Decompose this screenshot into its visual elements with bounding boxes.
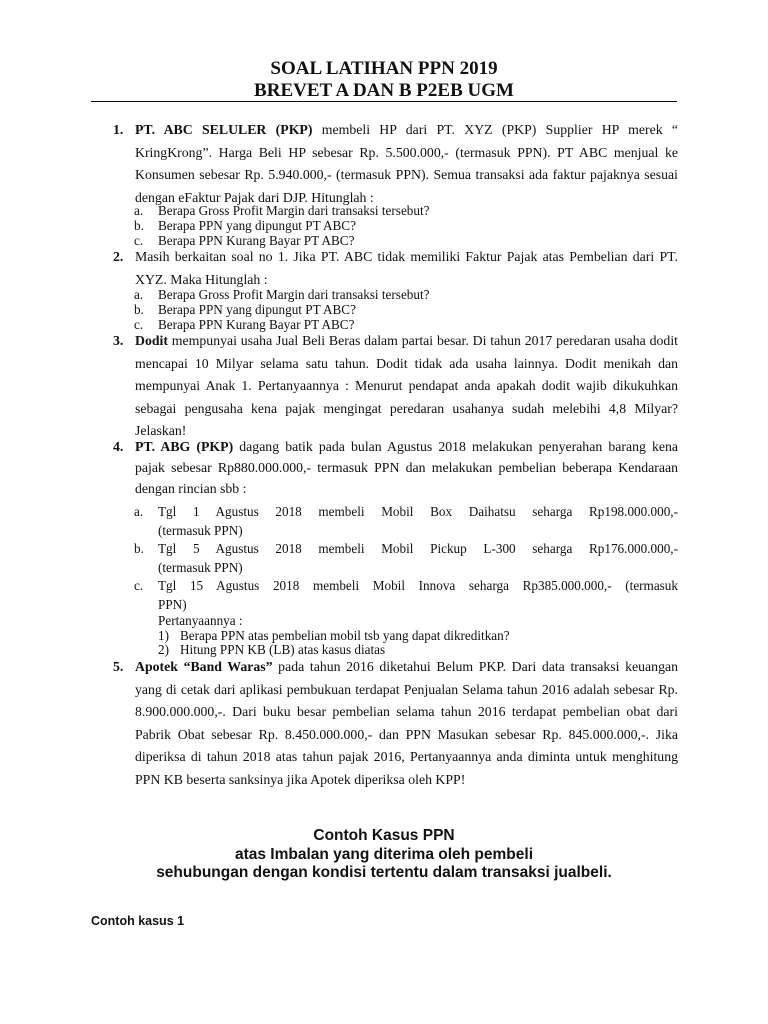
document-title: SOAL LATIHAN PPN 2019 bbox=[270, 58, 498, 79]
document-subtitle: BREVET A DAN B P2EB UGM bbox=[254, 80, 514, 101]
section-heading: Contoh Kasus PPN bbox=[313, 827, 455, 844]
question-text: pada tahun 2016 diketahui Belum PKP. Dari data transaksi keuangan yang di cetak dari aplikasi pembukuan terdapat Penjualan Selama tahun 2016 adalah sebesar Rp. 8.900.000.000,-. Dari buku besar pembelian selama tahun 2016 terdapat pembelian obat dari Pabrik Obat sebesar Rp. 8.450.000.000,- dan PPN Masukan sebesar Rp. 845.000.000,-. Jika diperiksa di tahun 2018 atas tahun pajak 2016, Pertanyaannya anda diminta untuk menghitung PPN KB beserta sanksinya jika Apotek diperiksa oleh KPP! bbox=[135, 659, 678, 787]
question-4-label: Pertanyaannya : bbox=[158, 613, 243, 628]
question-4 bbox=[113, 436, 678, 499]
question-1-item-c: c. Berapa PPN Kurang Bayar PT ABC? bbox=[134, 233, 355, 248]
question-text: dagang batik pada bulan Agustus 2018 melakukan penyerahan barang kena pajak sebesar Rp880.000.000,- termasuk PPN dan melakukan pembelian beberapa Kendaraan dengan rincian sbb : bbox=[135, 439, 679, 496]
question-number: 4. bbox=[113, 439, 124, 454]
section-heading-line3: sehubungan dengan kondisi tertentu dalam transaksi jualbeli. bbox=[156, 864, 612, 881]
question-text: mempunyai usaha Jual Beli Beras dalam partai besar. Di tahun 2017 peredaran usaha dodit mencapai 10 Milyar selama satu tahun. Dodit tidak ada usaha lainnya. Dodit menikah dan mempunyai Anak 1. Pertanyaannya : Menurut pendapat anda apakah dodit wajib dikukuhkan sebagai pengusaha kena pajak mengingat peredaran usahanya sudah melebihi 4,8 Milyar? Jelaskan! bbox=[135, 333, 678, 438]
question-text: membeli HP dari PT. XYZ (PKP) Supplier HP merek “ KringKrong”. Harga Beli HP sebesar Rp. 5.500.000,- (termasuk PPN). PT ABC menjual ke Konsumen sebesar Rp. 5.940.000,- (termasuk PPN). Semua transaksi ada faktur pajaknya sesuai dengan eFaktur Pajak dari DJP. Hitunglah : bbox=[135, 122, 678, 205]
question-number: 2. bbox=[113, 249, 124, 264]
question-number: 5. bbox=[113, 659, 124, 674]
question-text: Masih berkaitan soal no 1. Jika PT. ABC tidak memiliki Faktur Pajak atas Pembelian dari PT. XYZ. Maka Hitunglah : bbox=[135, 249, 678, 287]
question-4-sub-2: 2) Hitung PPN KB (LB) atas kasus diatas bbox=[158, 642, 386, 657]
question-subject: PT. ABG (PKP) bbox=[135, 439, 234, 454]
section-heading-line2: atas Imbalan yang diterima oleh pembeli bbox=[234, 846, 534, 863]
question-2 bbox=[113, 246, 678, 291]
question-number: 1. bbox=[113, 122, 124, 137]
question-subject: Dodit bbox=[135, 333, 168, 348]
question-4-item-a: a. Tgl 1 Agustus 2018 membeli Mobil Box Daihatsu seharga Rp198.000.000,- (termasuk PPN) bbox=[134, 504, 678, 538]
question-subject: PT. ABC SELULER (PKP) bbox=[135, 122, 313, 137]
question-3 bbox=[113, 330, 678, 443]
question-subject: Apotek “Band Waras” bbox=[135, 659, 273, 674]
question-4-item-b: b. Tgl 5 Agustus 2018 membeli Mobil Pickup L-300 seharga Rp176.000.000,- (termasuk PPN) bbox=[134, 541, 678, 575]
question-1 bbox=[113, 119, 678, 209]
question-2-item-a: a. Berapa Gross Profit Margin dari transaksi tersebut? bbox=[134, 287, 430, 302]
question-2-item-c: c. Berapa PPN Kurang Bayar PT ABC? bbox=[134, 317, 355, 332]
question-number: 3. bbox=[113, 333, 124, 348]
case-label: Contoh kasus 1 bbox=[91, 914, 185, 928]
question-1-item-a: a. Berapa Gross Profit Margin dari transaksi tersebut? bbox=[134, 203, 430, 218]
question-5 bbox=[113, 656, 678, 791]
question-1-item-b: b. Berapa PPN yang dipungut PT ABC? bbox=[134, 218, 356, 233]
question-2-item-b: b. Berapa PPN yang dipungut PT ABC? bbox=[134, 302, 356, 317]
title-divider bbox=[91, 101, 677, 102]
question-4-sub-1: 1) Berapa PPN atas pembelian mobil tsb yang dapat dikreditkan? bbox=[158, 628, 510, 643]
question-4-item-c: c. Tgl 15 Agustus 2018 membeli Mobil Innova seharga Rp385.000.000,- (termasuk PPN) bbox=[134, 578, 678, 612]
